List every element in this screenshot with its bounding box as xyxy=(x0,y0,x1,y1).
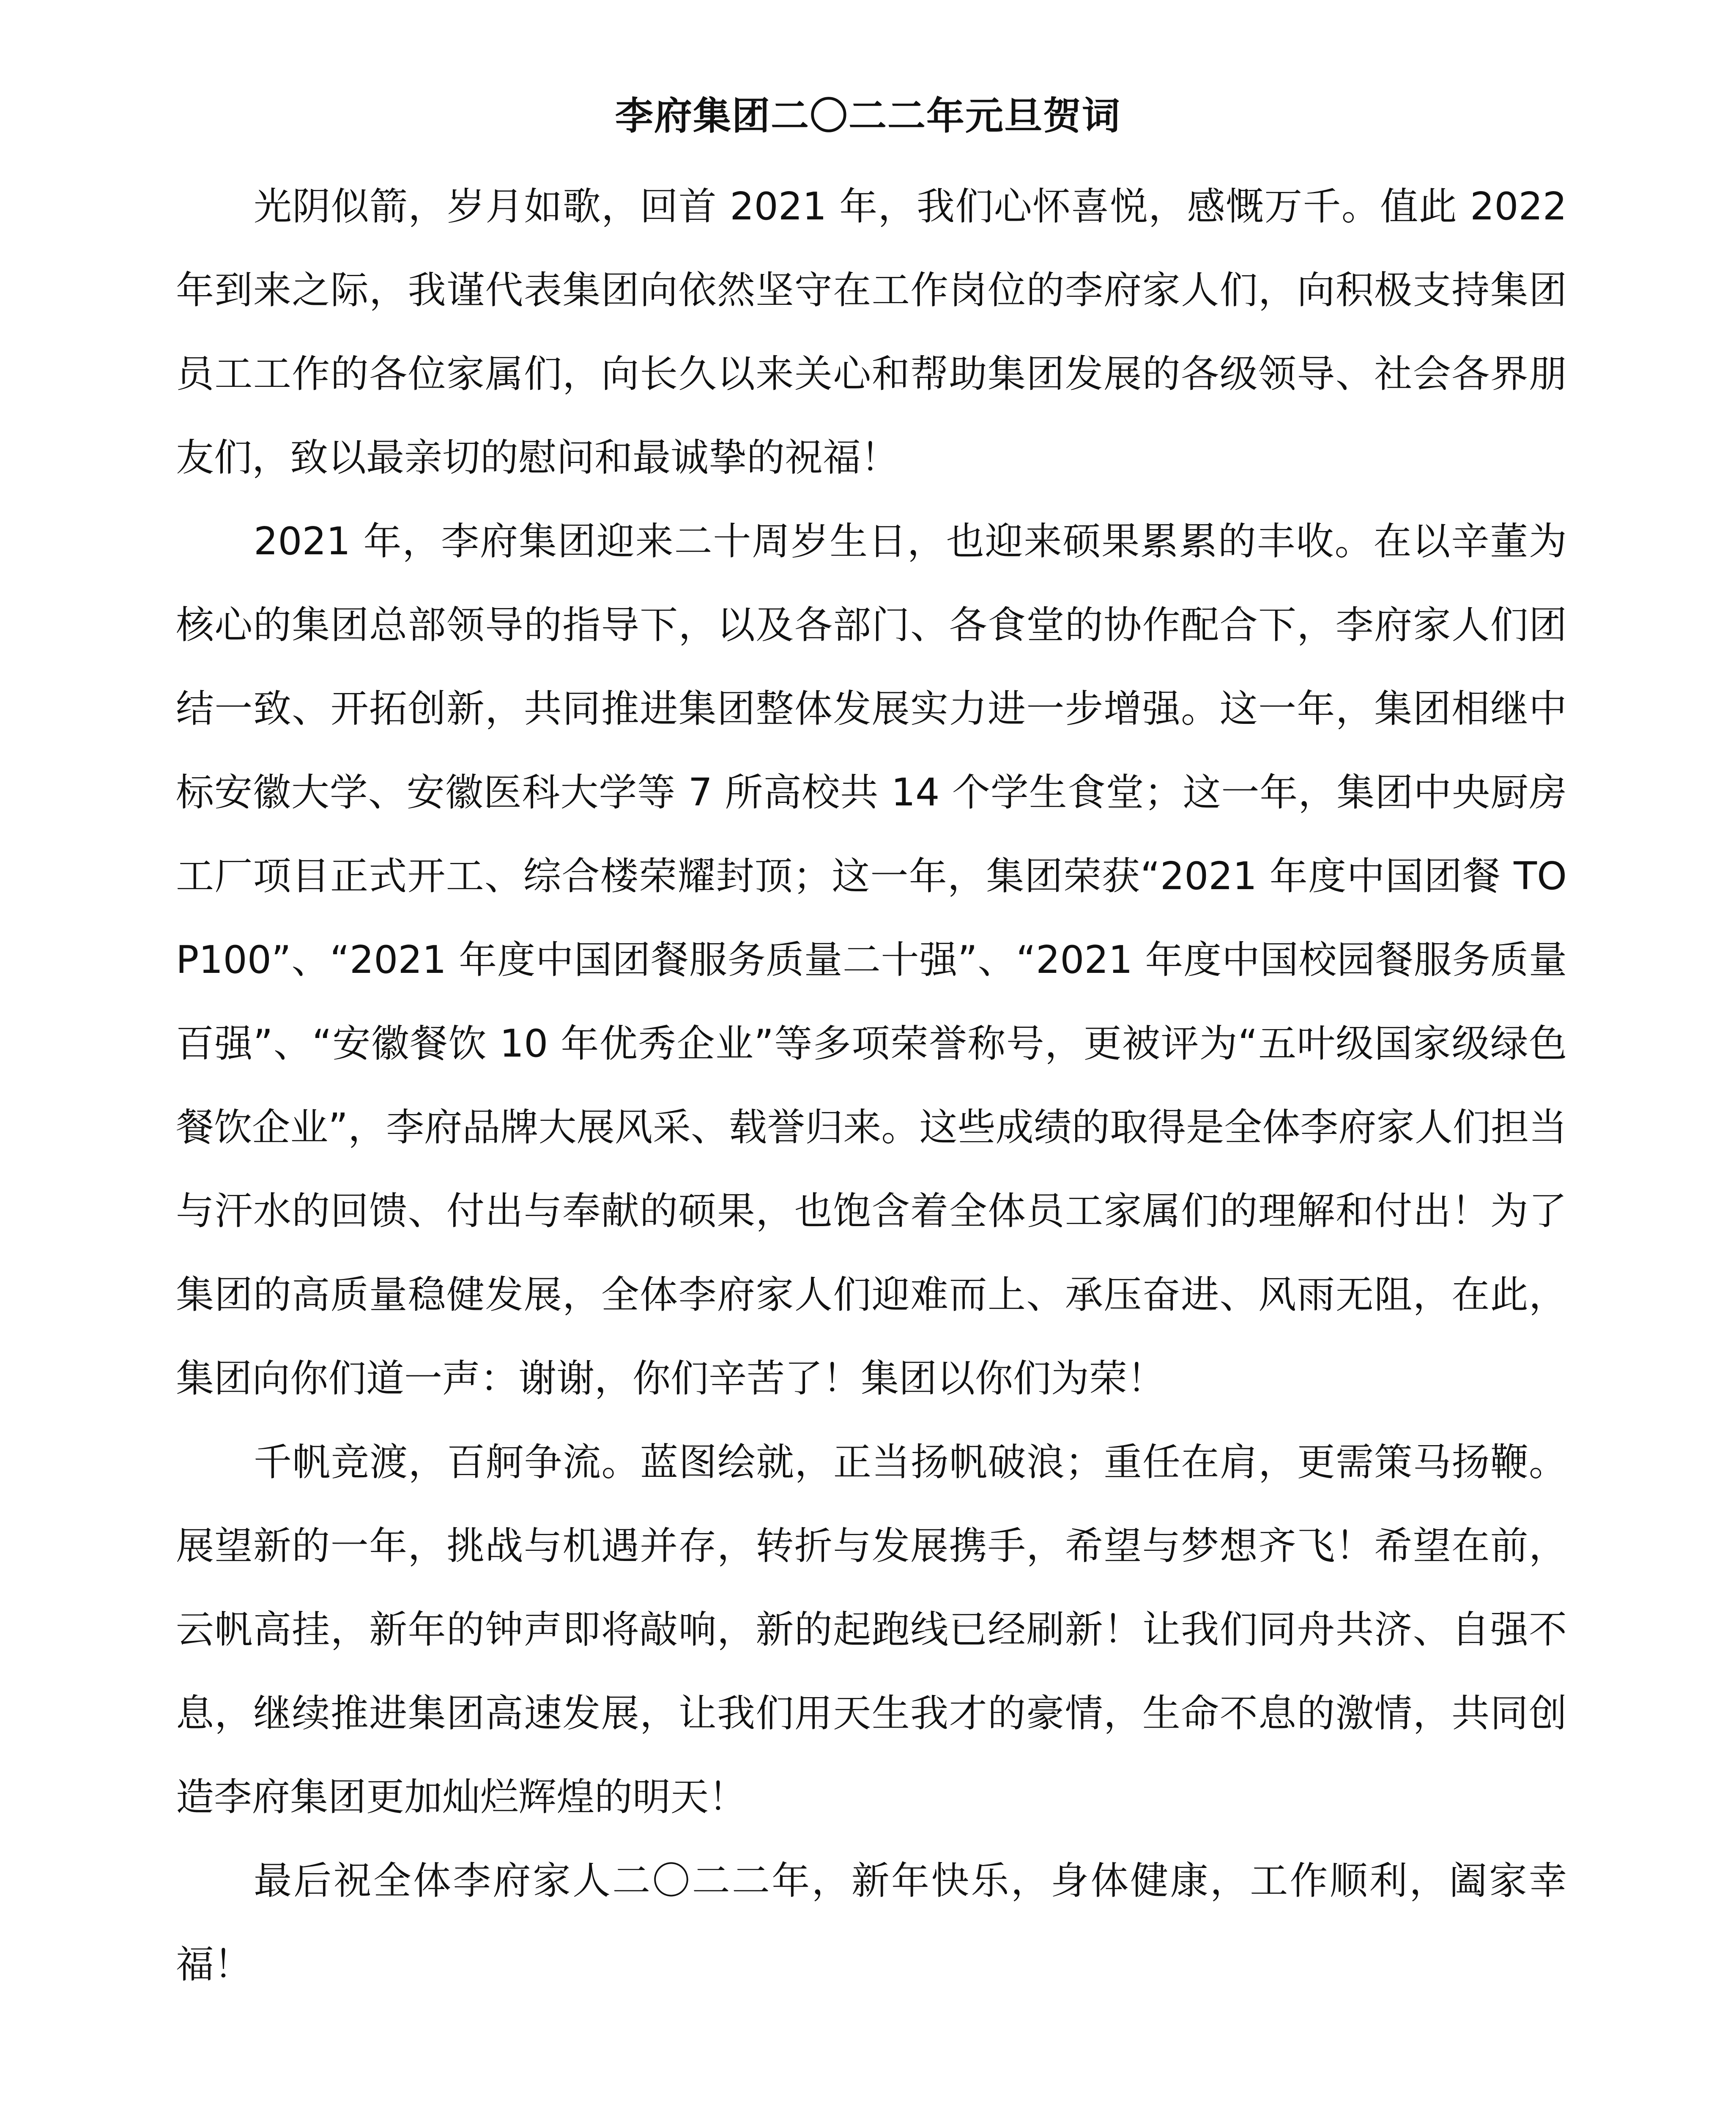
paragraph-3: 千帆竞渡，百舸争流。蓝图绘就，正当扬帆破浪；重任在肩，更需策马扬鞭。展望新的一年，挑战与机遇并存，转折与发展携手，希望与梦想齐飞！希望在前，云帆高挂，新年的钟声即将敲响，新的起跑线已经刷新！让我们同舟共济、自强不息，继续推进集团高速发展，让我们用天生我才的豪情，生命不息的激情，共同创造李府集团更加灿烂辉煌的明天！ xyxy=(176,1440,1567,1819)
paragraph-2: 2021 年，李府集团迎来二十周岁生日，也迎来硕果累累的丰收。在以辛董为核心的集团总部领导的指导下，以及各部门、各食堂的协作配合下，李府家人们团结一致、开拓创新，共同推进集团整体发展实力进一步增强。这一年，集团相继中标安徽大学、安徽医科大学等 7 所高校共 14 个学生食堂；这一年，集团中央厨房工厂项目正式开工、综合楼荣耀封顶；这一年，集团荣获“2021 年度中国团餐 TOP100”、“2021 年度中国团餐服务质量二十强”、“2021 年度中国校园餐服务质量百强”、“安徽餐饮 10 年优秀企业”等多项荣誉称号，更被评为“五叶级国家级绿色餐饮企业”，李府品牌大展风采、载誉归来。这些成绩的取得是全体李府家人们担当与汗水的回馈、付出与奉献的硕果，也饱含着全体员工家属们的理解和付出！为了集团的高质量稳健发展，全体李府家人们迎难而上、承压奋进、风雨无阻，在此，集团向你们道一声：谢谢，你们辛苦了！集团以你们为荣！ xyxy=(176,519,1567,1401)
document-title: 李府集团二〇二二年元旦贺词 xyxy=(615,94,1121,138)
paragraph-1: 光阴似箭，岁月如歌，回首 2021 年，我们心怀喜悦，感慨万千。值此 2022 年到来之际，我谨代表集团向依然坚守在工作岗位的李府家人们，向积极支持集团员工工作的各位家属们，向长久以来关心和帮助集团发展的各级领导、社会各界朋友们，致以最亲切的慰问和最诚挚的祝福！ xyxy=(176,184,1567,480)
paragraph-4: 最后祝全体李府家人二〇二二年，新年快乐，身体健康，工作顺利，阖家幸福！ xyxy=(176,1859,1567,1987)
letter-body xyxy=(176,165,1567,2007)
